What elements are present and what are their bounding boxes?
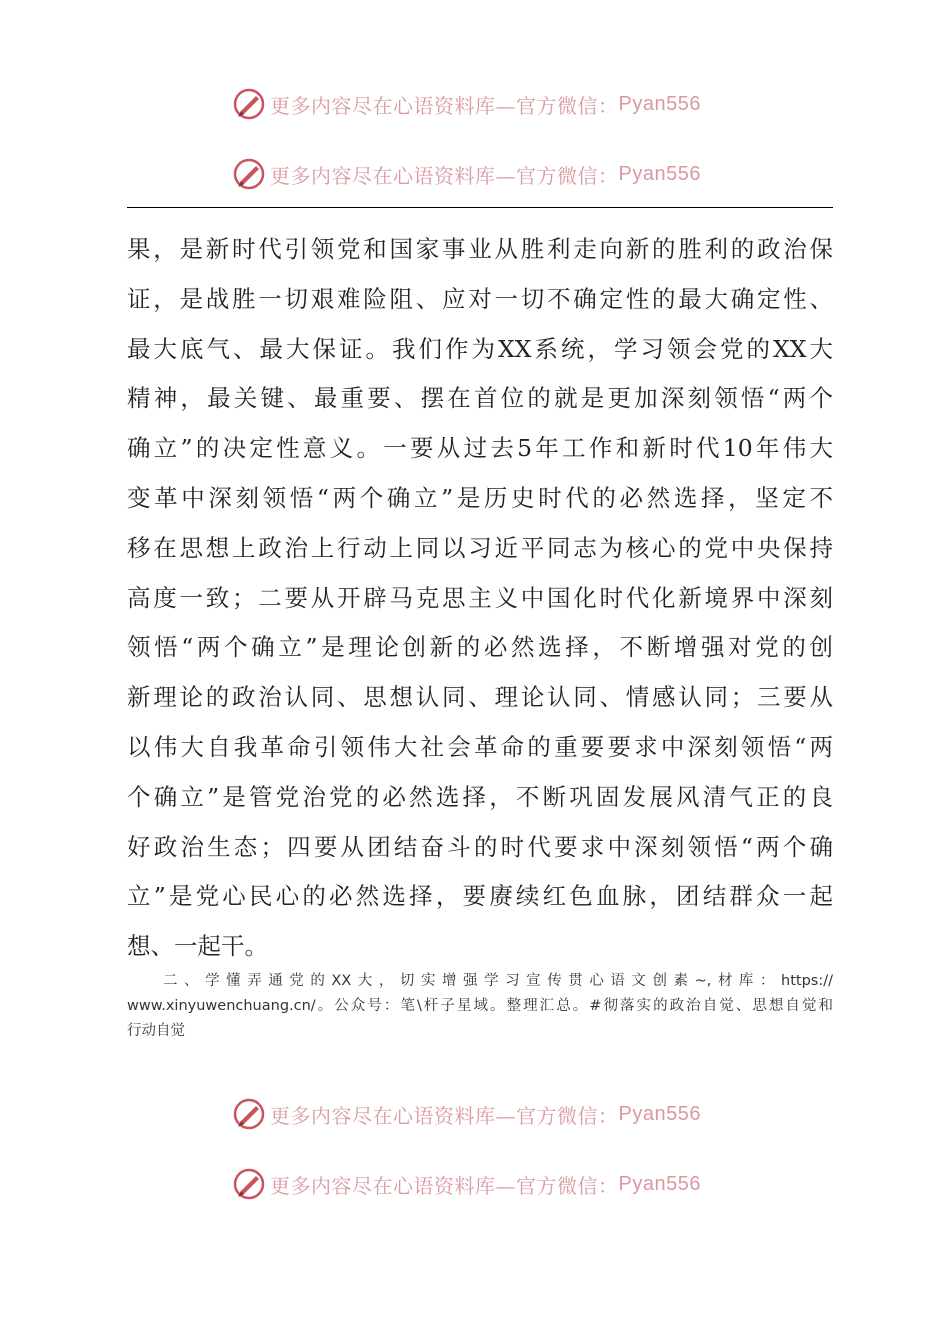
body-line: 最大底气、最大保证。我们作为XX系统，学习领会党的XX大: [127, 334, 833, 363]
body-line: 变革中深刻领悟“两个确立”是历史时代的必然选择，坚定不: [127, 483, 833, 512]
body-line: 好政治生态；四要从团结奋斗的时代要求中深刻领悟“两个确: [127, 832, 833, 861]
body-line: 高度一致；二要从开辟马克思主义中国化时代化新境界中深刻: [127, 583, 833, 612]
body-line: 果，是新时代引领党和国家事业从胜利走向新的胜利的政治保: [127, 235, 833, 263]
watermark-banner: [232, 86, 701, 122]
watermark-text: 更多内容尽在心语资料库—官方微信：: [270, 1103, 619, 1128]
watermark-banner: [232, 1166, 701, 1202]
body-line: 立”是党心民心的必然选择，要赓续红色血脉，团结群众一起: [127, 882, 833, 911]
body-line: 以伟大自我革命引领伟大社会革命的重要要求中深刻领悟“两: [127, 732, 833, 761]
body-line: 确立”的决定性意义。一要从过去5年工作和新时代10年伟大: [127, 434, 833, 463]
watermark-text: 更多内容尽在心语资料库—官方微信：: [270, 163, 619, 188]
pen-logo-icon: [232, 1097, 266, 1131]
header-divider: [127, 207, 833, 208]
heading-line: 二、学懂弄通党的XX大，切实增强学习宣传贯心语文创素~,材库：https://: [163, 973, 833, 989]
watermark-wechat-id: Pyan556: [618, 1172, 701, 1195]
body-line: 领悟“两个确立”是理论创新的必然选择，不断增强对党的创: [127, 633, 833, 662]
body-line: 个确立”是管党治党的必然选择，不断巩固发展风清气正的良: [127, 782, 833, 811]
body-line: 想、一起干。: [127, 932, 268, 961]
pen-logo-icon: [232, 87, 266, 121]
body-line: 新理论的政治认同、思想认同、理论认同、情感认同；三要从: [127, 683, 833, 712]
watermark-wechat-id: Pyan556: [618, 92, 701, 115]
watermark-wechat-id: Pyan556: [618, 162, 701, 185]
body-line: 证，是战胜一切艰难险阻、应对一切不确定性的最大确定性、: [127, 284, 833, 313]
watermark-banner: [232, 156, 701, 192]
watermark-text: 更多内容尽在心语资料库—官方微信：: [270, 93, 619, 118]
watermark-banner: [232, 1096, 701, 1132]
watermark-wechat-id: Pyan556: [618, 1102, 701, 1125]
body-paragraph: [127, 225, 833, 972]
body-line: 移在思想上政治上行动上同以习近平同志为核心的党中央保持: [127, 533, 833, 562]
section-heading-paragraph: [127, 969, 833, 1044]
heading-line: 行动自觉: [127, 1023, 185, 1039]
heading-line: www.xinyuwenchuang.cn/。公众号：笔\杆子星域。整理汇总。#彻落实的政治自觉、思想自觉和: [127, 998, 833, 1014]
watermark-text: 更多内容尽在心语资料库—官方微信：: [270, 1173, 619, 1198]
body-line: 精神，最关键、最重要、摆在首位的就是更加深刻领悟“两个: [127, 384, 833, 413]
pen-logo-icon: [232, 1167, 266, 1201]
pen-logo-icon: [232, 157, 266, 191]
